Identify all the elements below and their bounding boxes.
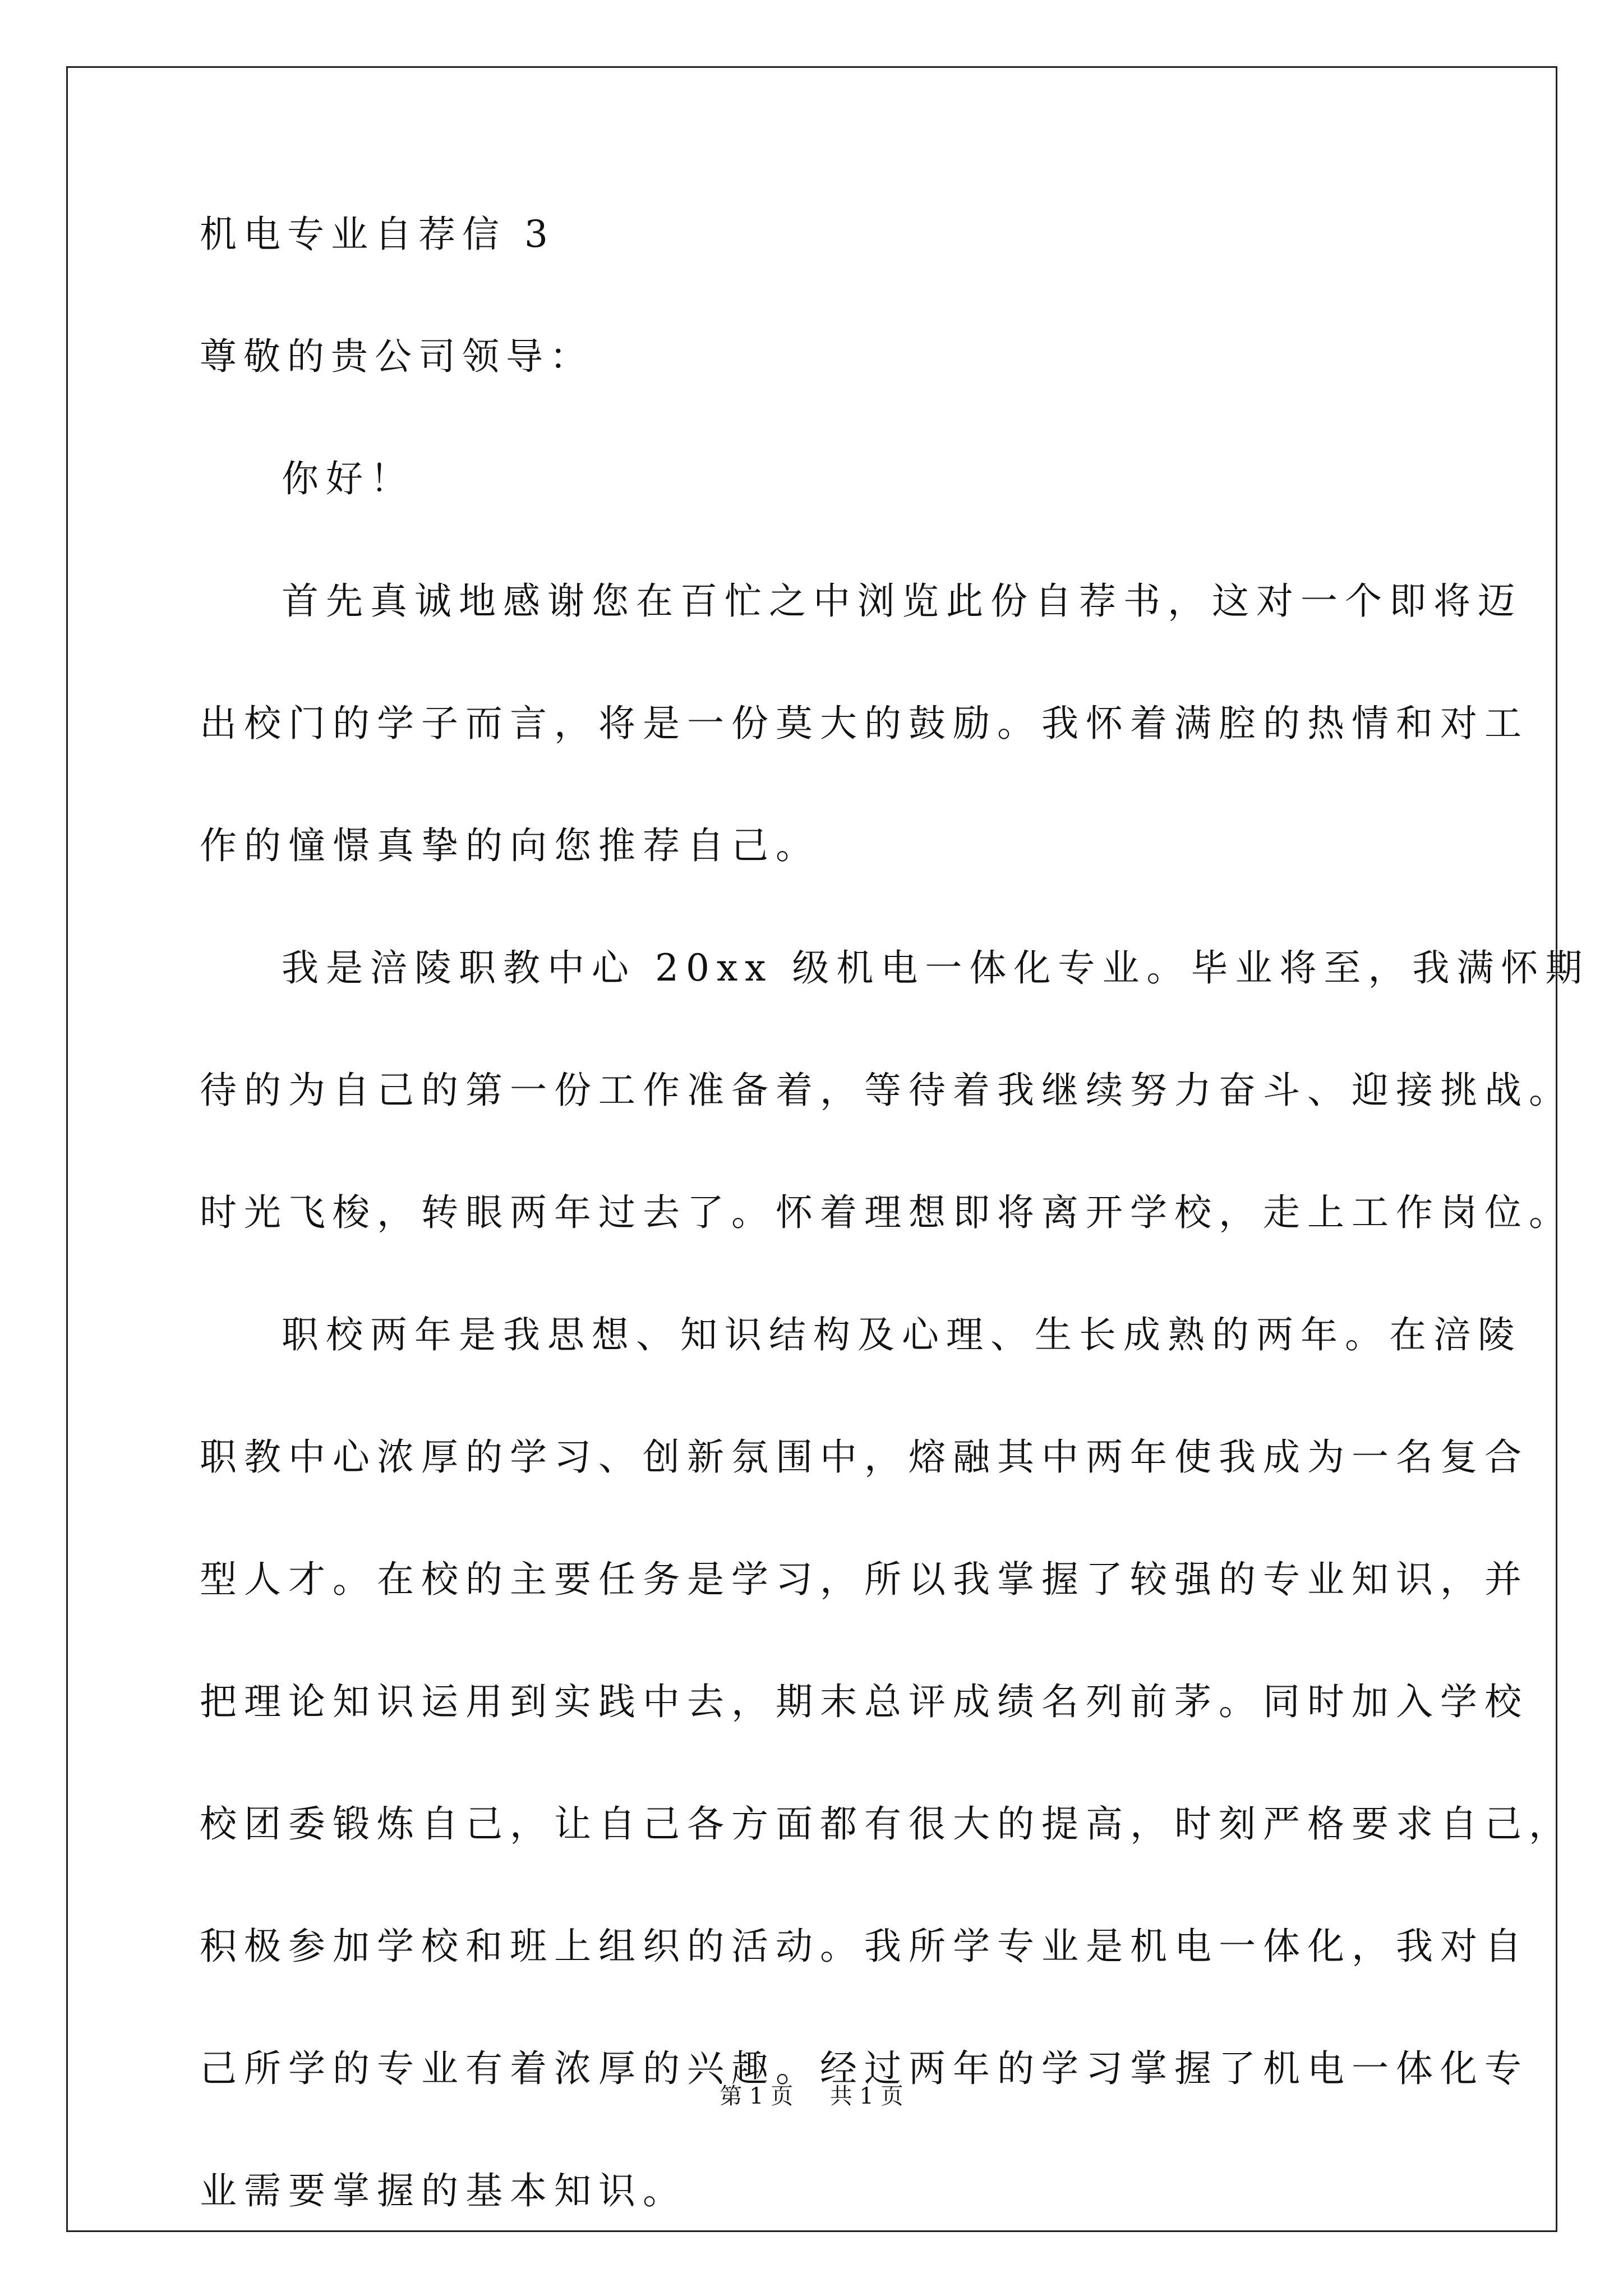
paragraph-line: 校团委锻炼自己，让自己各方面都有很大的提高，时刻严格要求自己， bbox=[200, 1802, 1573, 1846]
letter-salutation: 尊敬的贵公司领导： bbox=[200, 335, 593, 378]
paragraph-2 bbox=[200, 946, 1590, 1317]
paragraph-line: 作的憧憬真挚的向您推荐自己。 bbox=[200, 824, 820, 867]
paragraph-line: 积极参加学校和班上组织的活动。我所学专业是机电一体化，我对自 bbox=[200, 1925, 1529, 1968]
paragraph-line: 型人才。在校的主要任务是学习，所以我掌握了较强的专业知识，并 bbox=[200, 1558, 1529, 1601]
paragraph-line: 己所学的专业有着浓厚的兴趣。经过两年的学习掌握了机电一体化专 bbox=[200, 2047, 1529, 2090]
paragraph-line: 首先真诚地感谢您在百忙之中浏览此份自荐书，这对一个即将迈 bbox=[282, 579, 1522, 623]
paragraph-3 bbox=[200, 1313, 1573, 2295]
paragraph-line: 把理论知识运用到实践中去，期末总评成绩名列前茅。同时加入学校 bbox=[200, 1680, 1529, 1723]
page-number-current: 第 1 页 bbox=[720, 2083, 794, 2109]
paragraph-line: 时光飞梭，转眼两年过去了。怀着理想即将离开学校，走上工作岗位。 bbox=[200, 1191, 1573, 1234]
paragraph-line: 职教中心浓厚的学习、创新氛围中，熔融其中两年使我成为一名复合 bbox=[200, 1435, 1529, 1479]
paragraph-line: 我是涪陵职教中心 20xx 级机电一体化专业。毕业将至，我满怀期 bbox=[282, 946, 1590, 990]
page-footer bbox=[0, 2085, 1623, 2108]
letter-body bbox=[200, 213, 1590, 2295]
paragraph-1 bbox=[200, 579, 1529, 950]
paragraph-line: 待的为自己的第一份工作准备着，等待着我继续努力奋斗、迎接挑战。 bbox=[200, 1069, 1573, 1112]
letter-greeting: 你好！ bbox=[282, 457, 414, 500]
page-number-total: 共 1 页 bbox=[829, 2083, 903, 2109]
paragraph-line: 职校两年是我思想、知识结构及心理、生长成熟的两年。在涪陵 bbox=[282, 1313, 1522, 1356]
paragraph-line: 出校门的学子而言，将是一份莫大的鼓励。我怀着满腔的热情和对工 bbox=[200, 702, 1529, 745]
letter-title: 机电专业自荐信 3 bbox=[200, 213, 555, 256]
paragraph-line: 业需要掌握的基本知识。 bbox=[200, 2169, 687, 2212]
